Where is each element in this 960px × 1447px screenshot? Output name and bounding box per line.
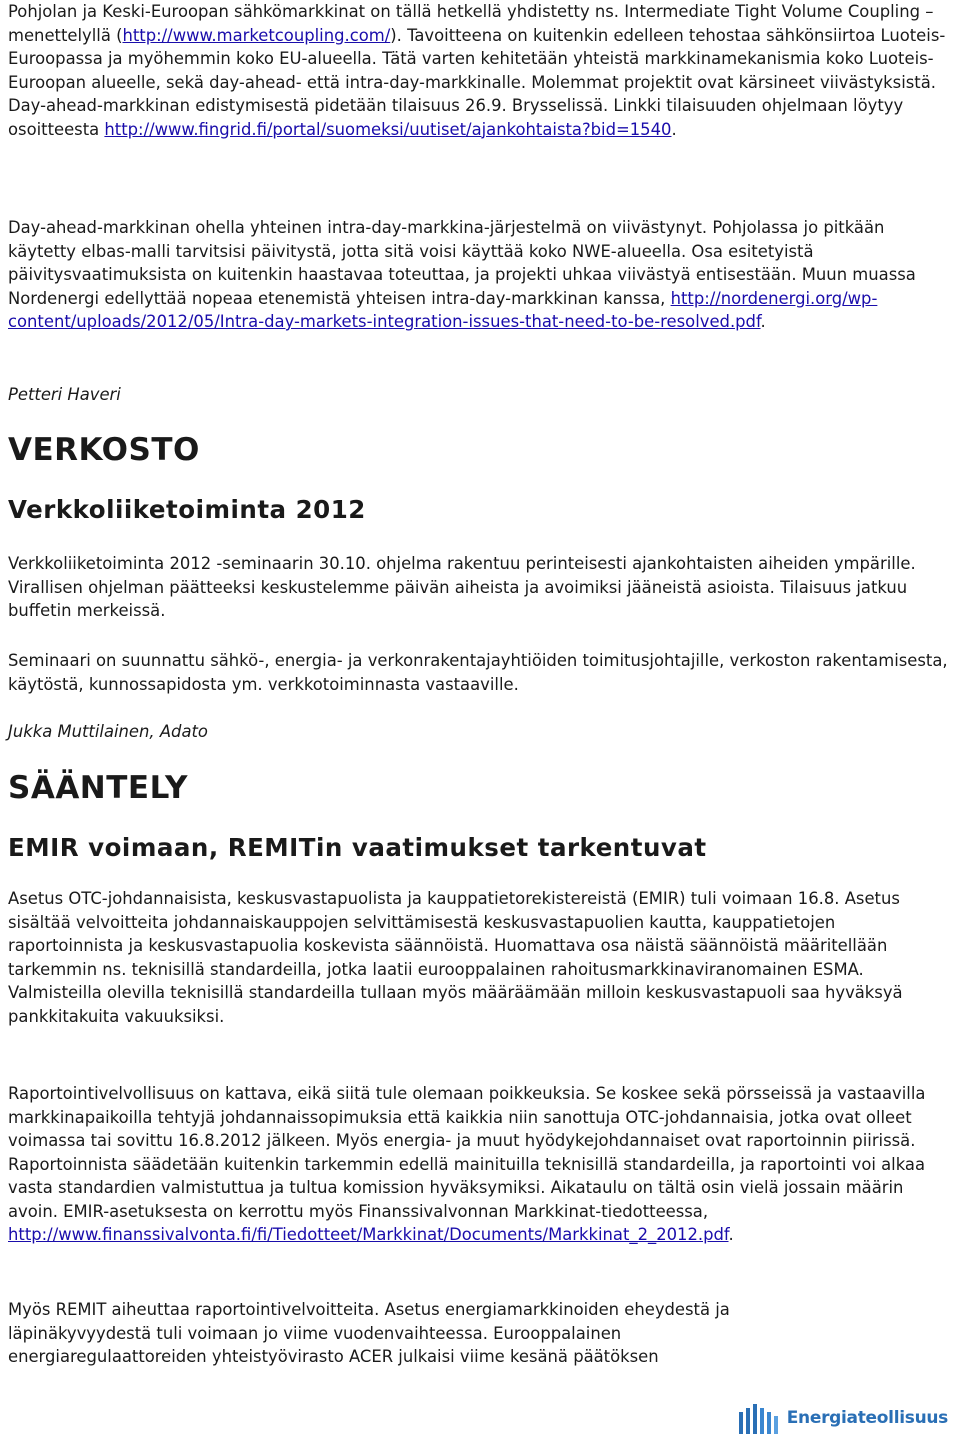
paragraph-seminar: Verkkoliiketoiminta 2012 -seminaarin 30.10. ohjelma rakentuu perinteisesti ajankohtaisten aiheiden ympärille. Virallisen ohjelman päätteeksi keskustelemme päivän aiheista ja avoimiksi jääneistä asioista. Tilaisuus jatkuu buffetin merkeissä.: [8, 554, 916, 620]
author-byline: Petteri Haveri: [8, 385, 121, 404]
subheading-emir: EMIR voimaan, REMITin vaatimukset tarkentuvat: [8, 833, 707, 862]
text: Day-ahead-markkinan ohella yhteinen intra-day-markkina-järjestelmä on viivästynyt. Pohjolassa jo pitkään käytetty elbas-malli tarvitsisi päivitystä, jotta sitä voisi käyttää koko NWE-alueella. Osa esitetyistä päivitysvaatimuksista on kuitenkin haastavaa toteuttaa, ja projekti uhkaa viivästyä entisestään. Muun muassa Nordenergi edellyttää nopeaa etenemistä yhteisen intra-day-markkinan kanssa,: [8, 218, 916, 308]
energiateollisuus-logo: [737, 1400, 948, 1436]
link-finanssivalvonta[interactable]: http://www.finanssivalvonta.fi/fi/Tiedotteet/Markkinat/Documents/Markkinat_2_2012.pdf: [8, 1225, 729, 1244]
logo-text: Energiateollisuus: [786, 1408, 948, 1428]
text: .: [671, 119, 677, 139]
text: Raportointivelvollisuus on kattava, eikä siitä tule olemaan poikkeuksia. Se koskee sekä pörsseissä ja vastaavilla markkinapaikoilla tehtyjä johdannaissopimuksia että kaikkia niin sanottuja OTC-johdannaisia, jotka ovat olleet voimassa tai sovittu 16.8.2012 jälkeen. Myös energia- ja muut hyödykejohdannaiset ovat raportoinnin piirissä. Raportoinnista säädetään kuitenkin tarkemmin edellä mainituilla teknisillä standardeilla, ja raportointi voi alkaa vasta standardien valmistuttua ja tultua komission hyväksymiksi. Aikataulu on tältä osin vielä jossain määrin avoin. EMIR-asetuksesta on kerrottu myös Finanssivalvonnan Markkinat-tiedotteessa,: [8, 1084, 926, 1221]
subheading-verkkoliiketoiminta: Verkkoliiketoiminta 2012: [8, 495, 366, 524]
paragraph-remit: Myös REMIT aiheuttaa raportointivelvoitteita. Asetus energiamarkkinoiden eheydestä ja läpinäkyvyydestä tuli voimaan jo viime vuodenvaihteessa. Eurooppalainen energiaregulaattoreiden yhteistyövirasto ACER julkaisi viime kesänä päätöksen: [8, 1300, 730, 1366]
author-byline: Jukka Muttilainen, Adato: [8, 722, 208, 741]
link-nordenergi[interactable]: http://nordenergi.org/wp-content/uploads/2012/05/Intra-day-markets-integration-issues-that-need-to-be-resolved.pdf: [8, 288, 878, 331]
text: .: [760, 312, 766, 331]
text: Pohjolan ja Keski-Euroopan sähkömarkkinat on tällä hetkellä yhdistetty ns. Intermediate Tight Volume Coupling –menettelyllä (: [8, 2, 934, 45]
paragraph-market-coupling: [8, 0, 952, 141]
paragraph-intra-day: [8, 216, 952, 334]
paragraph-reporting: [8, 1082, 952, 1247]
link-fingrid[interactable]: http://www.fingrid.fi/portal/suomeksi/uutiset/ajankohtaista?bid=1540: [104, 119, 672, 139]
energiateollisuus-logo-icon: [737, 1400, 781, 1436]
paragraph-emir: Asetus OTC-johdannaisista, keskusvastapuolista ja kauppatietorekistereistä (EMIR) tuli voimaan 16.8. Asetus sisältää velvoitteita johdannaiskauppojen selvittämisestä keskusvastapuolien kautta, kauppatietojen raportoinnista ja keskusvastapuolia koskevista säännöistä. Huomattava osa näistä säännöistä määritellään tarkemmin ns. teknisillä standardeilla, jotka laatii eurooppalainen rahoitusmarkkinaviranomainen ESMA. Valmisteilla olevilla teknisillä standardeilla tullaan myös määräämään milloin keskusvastapuoli saa hyväksyä pankkitakuita vakuuksiksi.: [8, 889, 903, 1026]
text: .: [728, 1225, 734, 1244]
text: ). Tavoitteena on kuitenkin edelleen tehostaa sähkönsiirtoa Luoteis-Euroopassa ja myöhemmin koko EU-alueella. Tätä varten kehitetään yhteistä markkinamekanismia koko Luoteis-Euroopan alueelle, sekä day-ahead- että intra-day-markkinalle. Molemmat projektit ovat kärsineet viivästyksistä. Day-ahead-markkinan edistymisestä pidetään tilaisuus 26.9. Brysselissä. Linkki tilaisuuden ohjelmaan löytyy osoitteesta: [8, 25, 946, 139]
paragraph-audience: Seminaari on suunnattu sähkö-, energia- ja verkonrakentajayhtiöiden toimitusjohtajille, verkoston rakentamisesta, käytöstä, kunnossapidosta ym. verkkotoiminnasta vastaaville.: [8, 651, 948, 694]
link-marketcoupling[interactable]: http://www.marketcoupling.com/: [122, 25, 391, 45]
section-heading-saantely: SÄÄNTELY: [8, 770, 188, 806]
section-heading-verkosto: VERKOSTO: [8, 432, 200, 468]
